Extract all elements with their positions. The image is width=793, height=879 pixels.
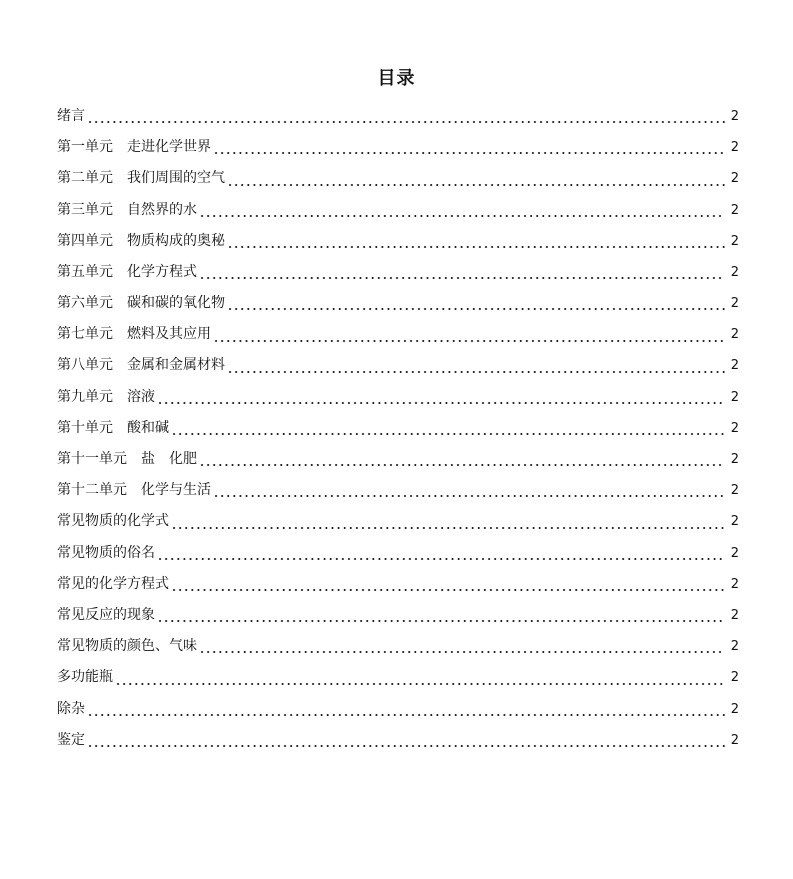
toc-entry[interactable] [57,662,739,693]
toc-page-number: 2 [730,670,739,686]
dot-leader [199,277,725,279]
dot-leader [199,464,725,466]
toc-page-number: 2 [730,639,739,655]
toc-entry[interactable] [57,694,739,725]
dot-leader [171,433,725,435]
toc-entry[interactable] [57,600,739,631]
toc-entry[interactable] [57,226,739,257]
toc-page-number: 2 [730,732,739,748]
toc-page-number: 2 [730,452,739,468]
toc-entry[interactable] [57,163,739,194]
toc-entry[interactable] [57,444,739,475]
toc-entry-text: 除杂 [57,700,85,717]
toc-page-number: 2 [730,545,739,561]
toc-entry[interactable] [57,382,739,413]
toc-page-number: 2 [730,171,739,187]
toc-entry-text: 常见反应的现象 [57,606,155,623]
toc-page-number: 2 [730,296,739,312]
toc-entry[interactable] [57,101,739,132]
dot-leader [115,683,725,685]
toc-entry-text: 常见的化学方程式 [57,575,169,592]
dot-leader [157,402,725,404]
dot-leader [157,558,725,560]
toc-entry-text: 常见物质的化学式 [57,513,169,530]
dot-leader [171,527,725,529]
toc-entry[interactable] [57,569,739,600]
dot-leader [227,246,725,248]
dot-leader [171,589,725,591]
toc-page-number: 2 [730,327,739,343]
toc-page-number: 2 [730,108,739,124]
toc-entry[interactable] [57,506,739,537]
toc-entry-text: 第九单元 溶液 [57,388,155,405]
toc-entry-text: 第六单元 碳和碳的氧化物 [57,295,225,312]
toc-entry[interactable] [57,538,739,569]
toc-page-number: 2 [730,701,739,717]
toc-entry-text: 绪言 [57,107,85,124]
toc-entry-text: 鉴定 [57,731,85,748]
toc-entry[interactable] [57,257,739,288]
toc-entry-text: 第八单元 金属和金属材料 [57,357,225,374]
toc-entry[interactable] [57,195,739,226]
dot-leader [199,215,725,217]
toc-entry-text: 第五单元 化学方程式 [57,263,197,280]
toc-entry-text: 第四单元 物质构成的奥秘 [57,232,225,249]
toc-page-number: 2 [730,389,739,405]
toc-list [57,101,739,756]
toc-page-number: 2 [730,607,739,623]
toc-entry-text: 第十单元 酸和碱 [57,419,169,436]
toc-page-number: 2 [730,576,739,592]
dot-leader [227,184,725,186]
toc-page-number: 2 [730,140,739,156]
toc-page-number: 2 [730,514,739,530]
toc-entry-text: 第十一单元 盐 化肥 [57,451,197,468]
toc-entry[interactable] [57,319,739,350]
toc-entry-text: 第十二单元 化学与生活 [57,482,211,499]
toc-entry[interactable] [57,475,739,506]
toc-entry[interactable] [57,288,739,319]
toc-entry-text: 常见物质的颜色、气味 [57,638,197,655]
dot-leader [87,745,725,747]
toc-entry[interactable] [57,351,739,382]
toc-entry[interactable] [57,725,739,756]
toc-page-number: 2 [730,202,739,218]
toc-entry-text: 常见物质的俗名 [57,544,155,561]
dot-leader [213,495,725,497]
toc-entry[interactable] [57,132,739,163]
toc-page-number: 2 [730,233,739,249]
dot-leader [157,620,725,622]
toc-page-number: 2 [730,264,739,280]
dot-leader [87,714,725,716]
dot-leader [227,371,725,373]
dot-leader [227,308,725,310]
dot-leader [213,340,725,342]
toc-entry[interactable] [57,413,739,444]
toc-page-number: 2 [730,358,739,374]
toc-entry-text: 第七单元 燃料及其应用 [57,326,211,343]
toc-entry[interactable] [57,631,739,662]
dot-leader [87,121,725,123]
toc-entry-text: 多功能瓶 [57,669,113,686]
toc-title: 目录 [377,68,416,89]
toc-entry-text: 第三单元 自然界的水 [57,201,197,218]
toc-page-number: 2 [730,483,739,499]
toc-entry-text: 第一单元 走进化学世界 [57,139,211,156]
dot-leader [213,152,725,154]
toc-page-number: 2 [730,420,739,436]
toc-entry-text: 第二单元 我们周围的空气 [57,170,225,187]
dot-leader [199,651,725,653]
